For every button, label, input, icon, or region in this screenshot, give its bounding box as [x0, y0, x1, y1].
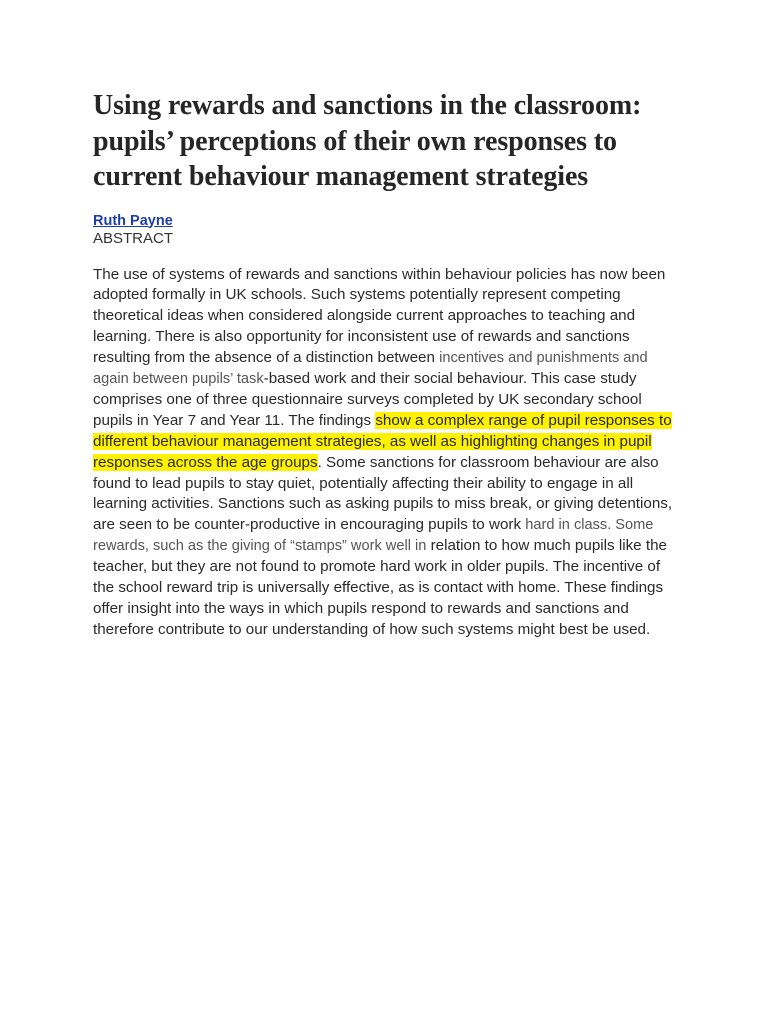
author-link[interactable]: Ruth Payne	[93, 212, 173, 229]
article-title: Using rewards and sanctions in the classroom: pupils’ perceptions of their own responses to current behaviour management strategies	[93, 90, 642, 192]
highlighted-text: show a complex range of pupil responses to different behaviour management strategies, as well as highlighting changes in pupil responses across the age groups	[93, 411, 672, 471]
abstract-text-part4: . Some sanctions for classroom behaviour are also found to lead pupils to stay quiet, potentially affecting their ability to engage in all learning activities. Sanctions such as asking pupils to miss break, or giving detentions, are seen to be counter-productive in encouraging pupils to work	[93, 453, 673, 534]
document-page	[93, 88, 683, 641]
abstract-heading: ABSTRACT	[93, 229, 174, 247]
abstract-text-part6: relation to how much pupils like the teacher, but they are not found to promote hard work in older pupils. The incentive of the school reward trip is universally effective, as is contact with home. These findings offer insight into the ways in which pupils respond to rewards and sanctions and therefore contribute to our understanding of how such systems might best be used.	[93, 537, 667, 638]
abstract-text-part3: -based work and their social behaviour. This case study comprises one of three questionnaire surveys completed by UK secondary school pupils in Year 7 and Year 11. The findings	[93, 370, 642, 429]
abstract-text-part5: hard in class. Some rewards, such as the giving of “stamps” work well in	[93, 517, 654, 555]
abstract-text-part1: The use of systems of rewards and sanctions within behaviour policies has now been adopted formally in UK schools. Such systems potentially represent competing theoretical ideas when considered alongside current approaches to teaching and learning. There is also opportunity for inconsistent use of rewards and sanctions resulting from the absence of a distinction between	[93, 265, 666, 367]
abstract-text-part2: incentives and punishments and again between pupils’ task	[93, 350, 648, 388]
abstract-body	[93, 265, 683, 641]
